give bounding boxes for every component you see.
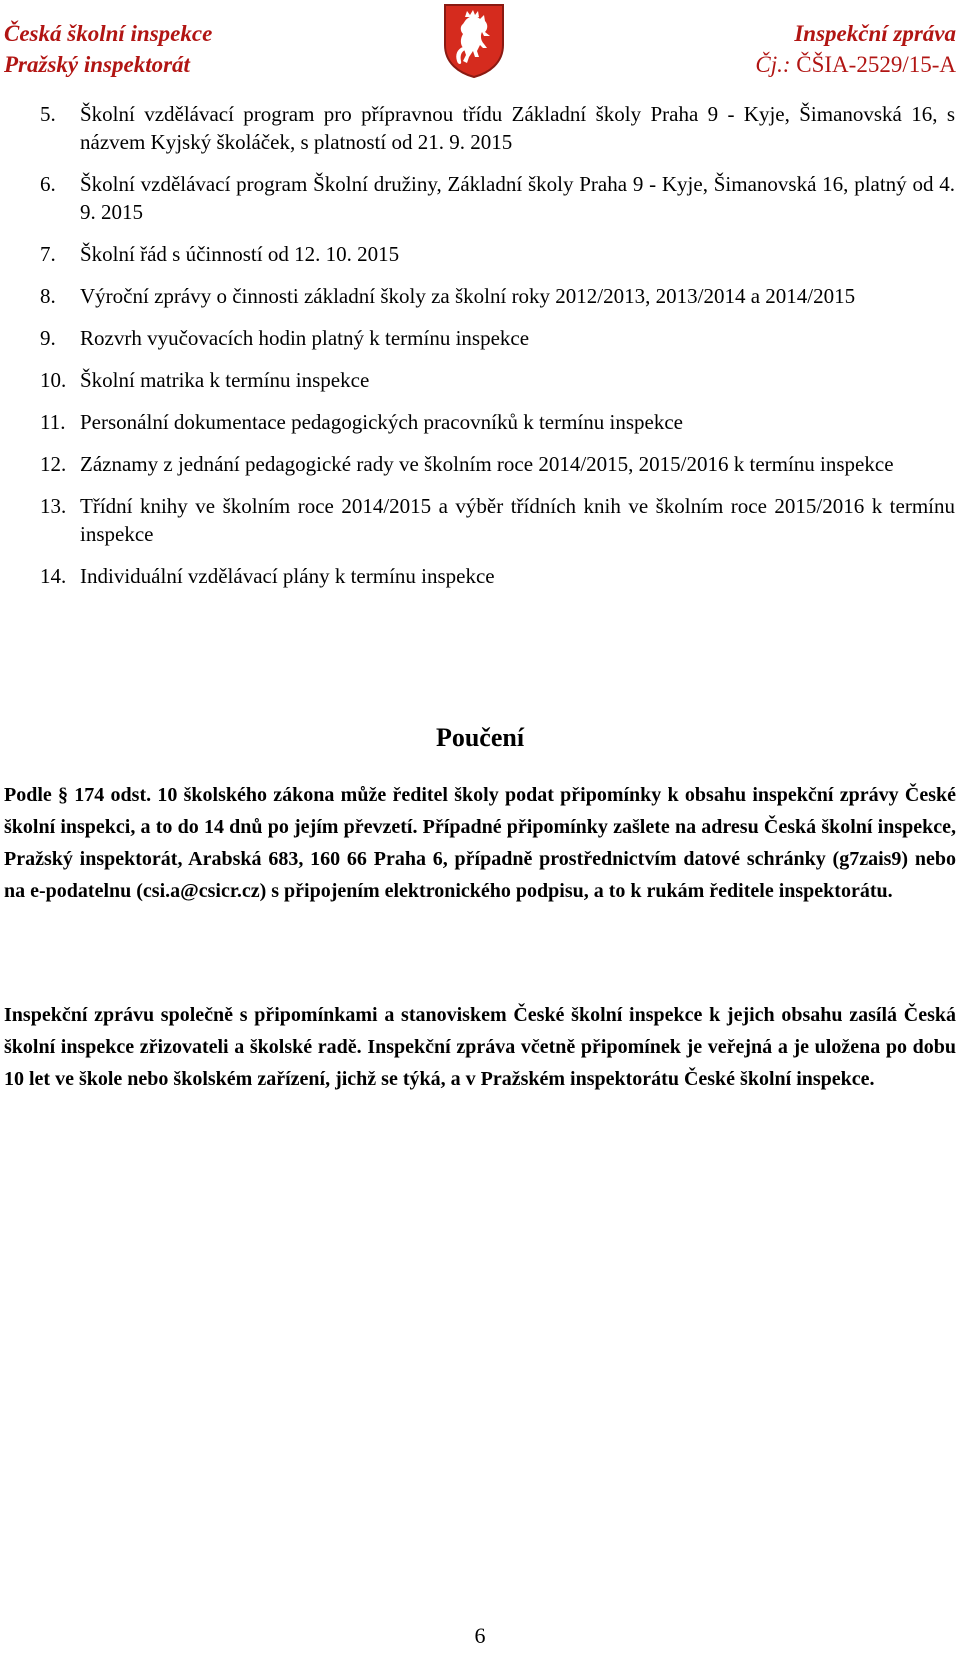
section-heading: Poučení [435,723,525,752]
list-item-text: Personální dokumentace pedagogických pracovníků k termínu inspekce [80,410,683,434]
list-item-text: Rozvrh vyučovacích hodin platný k termínu inspekce [80,326,530,350]
list-item-text: Výroční zprávy o činnosti základní školy za školní roky 2012/2013, 2013/2014 a 2014/2015 [80,284,856,308]
list-item [40,562,955,590]
organization-block [4,18,212,80]
list-item-number: 5. [40,102,56,126]
list-item-text: Záznamy z jednání pedagogické rady ve školním roce 2014/2015, 2015/2016 k termínu inspekce [80,452,894,476]
list-item [40,450,955,478]
list-item [40,366,955,394]
list-item-number: 13. [40,494,67,518]
list-item-number: 12. [40,452,67,476]
organization-name: Česká školní inspekce [4,21,213,46]
list-item-number: 6. [40,172,56,196]
list-item [40,282,955,310]
list-item [40,324,955,352]
list-item [40,408,955,436]
instruction-paragraph-distribution: Inspekční zprávu společně s připomínkami a stanoviskem České školní inspekce k jejich obsahu zasílá Česká školní inspekce zřizovateli a školské radě. Inspekční zpráva včetně připomínek je veřejná a je uložena po dobu 10 let ve škole nebo školském zařízení, jichž se týká, a v Pražském inspektorátu České školní inspekce. [4,1004,956,1090]
list-item-number: 8. [40,284,56,308]
czech-lion-emblem-icon [443,3,505,79]
instruction-paragraph-comments: Podle § 174 odst. 10 školského zákona může ředitel školy podat připomínky k obsahu inspekční zprávy České školní inspekci, a to do 14 dnů po jejím převzetí. Případné připomínky zašlete na adresu Česká školní inspekce, Pražský inspektorát, Arabská 683, 160 66 Praha 6, případně prostřednictvím datové schránky (g7zais9) nebo na e-podatelnu (csi.a@csicr.cz) s připojením elektronického podpisu, a to k rukám ředitele inspektorátu. [4,784,956,902]
list-item [40,240,955,268]
list-item-text: Školní řád s účinností od 12. 10. 2015 [80,242,400,266]
list-item-text: Školní matrika k termínu inspekce [80,368,370,392]
list-item-number: 11. [40,410,66,434]
list-item [40,492,955,548]
document-title: Inspekční zpráva [794,21,956,46]
list-item-number: 9. [40,326,56,350]
reference-number [755,49,956,80]
page-number: 6 [474,1623,486,1648]
reference-prefix: Čj.: [755,52,791,77]
list-item-text: Školní vzdělávací program pro přípravnou třídu Základní školy Praha 9 - Kyje, Šimanovská 16, s názvem Kyjský školáček, s platností od 21. 9. 2015 [80,102,955,154]
list-item-number: 10. [40,368,67,392]
inspectorate-name: Pražský inspektorát [4,52,190,77]
reference-code: ČŠIA-2529/15-A [790,52,956,77]
list-item-text: Individuální vzdělávací plány k termínu inspekce [80,564,495,588]
page-header [0,0,960,90]
list-item [40,170,955,226]
list-item-number: 14. [40,564,67,588]
document-info-block [755,18,956,80]
list-item-text: Školní vzdělávací program Školní družiny, Základní školy Praha 9 - Kyje, Šimanovská 16, platný od 4. 9. 2015 [80,172,955,224]
list-item [40,100,955,156]
list-item-text: Třídní knihy ve školním roce 2014/2015 a výběr třídních knih ve školním roce 2015/2016 k termínu inspekce [80,494,955,546]
documents-list [40,100,955,604]
list-item-number: 7. [40,242,56,266]
